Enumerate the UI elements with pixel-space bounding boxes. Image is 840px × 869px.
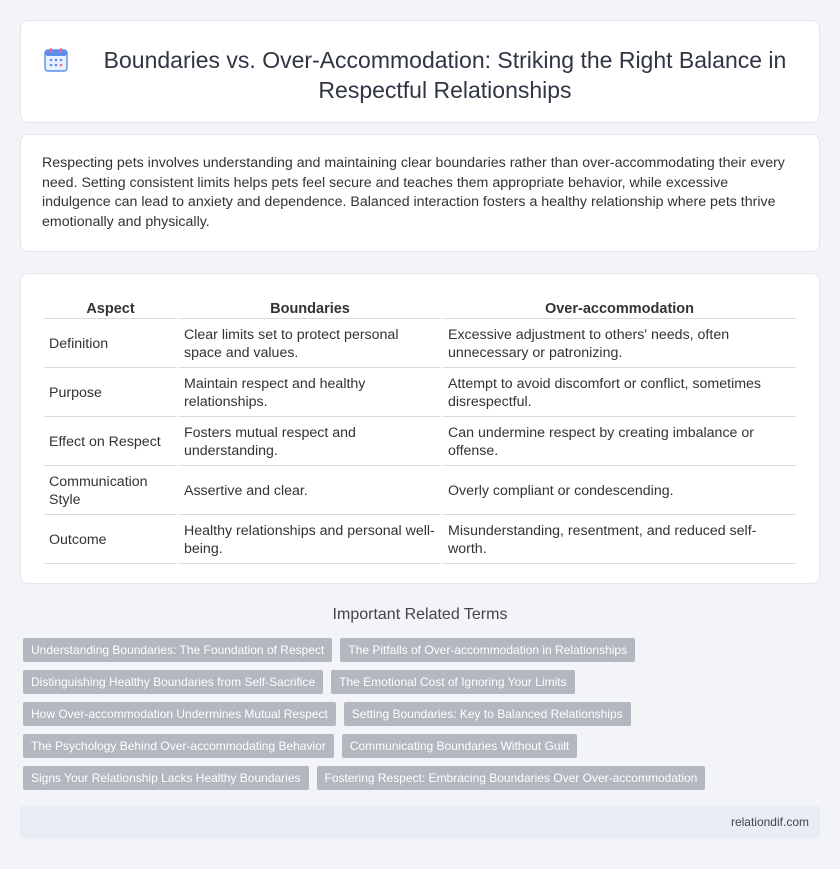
related-term-tag[interactable]: Understanding Boundaries: The Foundation of Respect — [23, 638, 332, 662]
table-row — [44, 321, 796, 368]
table-cell: Definition — [44, 321, 177, 368]
related-term-tag[interactable]: The Pitfalls of Over-accommodation in Relationships — [340, 638, 635, 662]
page-title: Boundaries vs. Over-Accommodation: Striking the Right Balance in Respectful Relationships — [103, 47, 787, 103]
related-terms-heading: Important Related Terms — [332, 606, 508, 623]
related-terms-list — [23, 638, 713, 790]
column-header-aspect: Aspect — [44, 296, 177, 319]
comparison-table — [42, 294, 798, 566]
table-row — [44, 419, 796, 466]
table-cell: Overly compliant or condescending. — [443, 468, 796, 515]
table-row — [44, 468, 796, 515]
related-term-tag[interactable]: Communicating Boundaries Without Guilt — [342, 734, 577, 758]
table-cell: Healthy relationships and personal well-being. — [179, 517, 441, 564]
table-cell: Purpose — [44, 370, 177, 417]
related-term-tag[interactable]: Fostering Respect: Embracing Boundaries Over Over-accommodation — [317, 766, 706, 790]
intro-card — [20, 134, 820, 252]
column-header-over-accommodation: Over-accommodation — [443, 296, 796, 319]
related-term-tag[interactable]: Signs Your Relationship Lacks Healthy Boundaries — [23, 766, 309, 790]
table-row — [44, 370, 796, 417]
footer-site-link[interactable]: relationdif.com — [730, 815, 809, 829]
table-header-row — [44, 296, 796, 319]
table-cell: Assertive and clear. — [179, 468, 441, 515]
table-cell: Clear limits set to protect personal space and values. — [179, 321, 441, 368]
table-cell: Fosters mutual respect and understanding. — [179, 419, 441, 466]
related-term-tag[interactable]: The Psychology Behind Over-accommodating Behavior — [23, 734, 334, 758]
table-cell: Misunderstanding, resentment, and reduced self-worth. — [443, 517, 796, 564]
table-row — [44, 517, 796, 564]
related-term-tag[interactable]: Distinguishing Healthy Boundaries from Self-Sacrifice — [23, 670, 323, 694]
table-cell: Maintain respect and healthy relationships. — [179, 370, 441, 417]
related-term-tag[interactable]: How Over-accommodation Undermines Mutual Respect — [23, 702, 336, 726]
table-cell: Attempt to avoid discomfort or conflict, sometimes disrespectful. — [443, 370, 796, 417]
column-header-boundaries: Boundaries — [179, 296, 441, 319]
table-cell: Communication Style — [44, 468, 177, 515]
related-term-tag[interactable]: The Emotional Cost of Ignoring Your Limits — [331, 670, 574, 694]
header-card — [20, 20, 820, 123]
table-cell: Outcome — [44, 517, 177, 564]
table-cell: Excessive adjustment to others' needs, often unnecessary or patronizing. — [443, 321, 796, 368]
intro-paragraph: Respecting pets involves understanding and maintaining clear boundaries rather than over-accommodating their every need. Setting consistent limits helps pets feel secure and teaches them appropriate behavior, while excessive indulgence can lead to anxiety and dependence. Balanced interaction fosters a healthy relationship where pets thrive emotionally and physically. — [42, 155, 785, 230]
related-term-tag[interactable]: Setting Boundaries: Key to Balanced Relationships — [344, 702, 631, 726]
footer — [20, 806, 820, 838]
table-cell: Effect on Respect — [44, 419, 177, 466]
calendar-icon — [43, 47, 69, 73]
table-cell: Can undermine respect by creating imbalance or offense. — [443, 419, 796, 466]
comparison-card — [20, 273, 820, 584]
